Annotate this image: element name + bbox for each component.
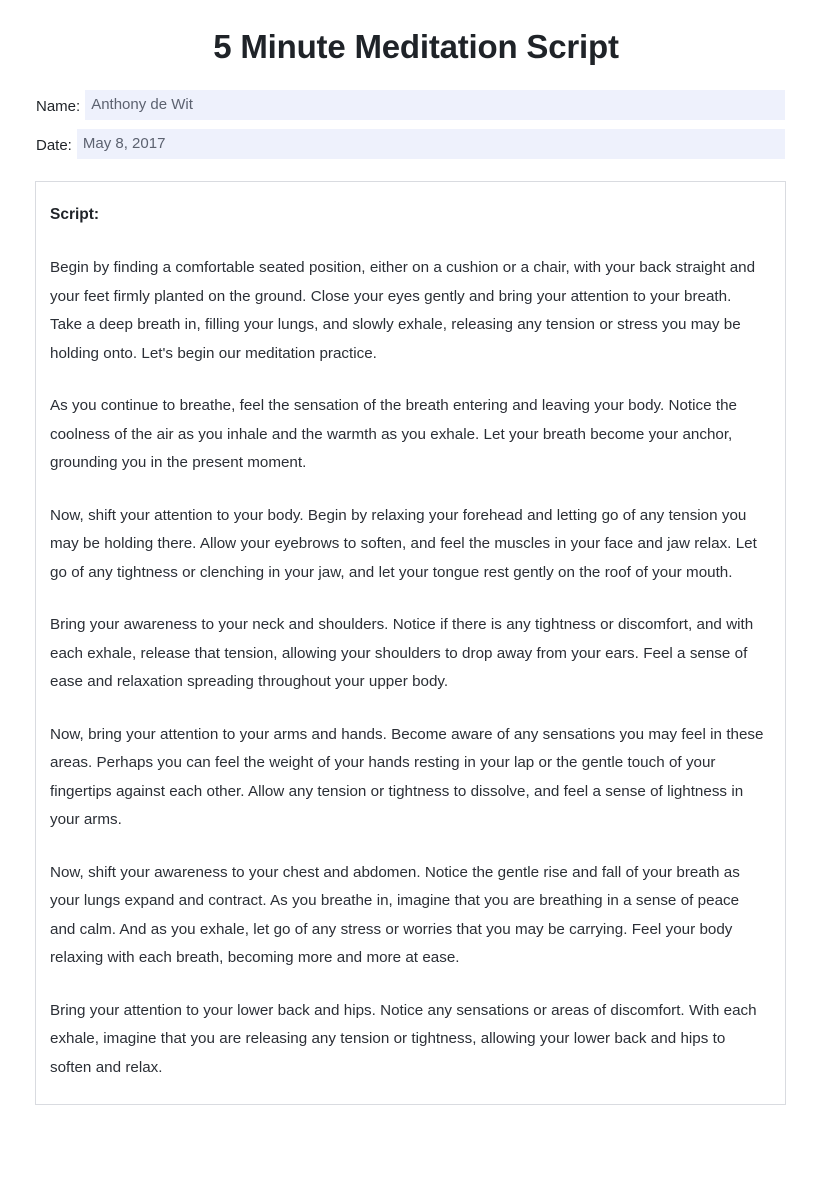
- meta-row-name: [36, 90, 785, 120]
- script-heading: Script:: [50, 206, 100, 223]
- meta-fields: [0, 90, 832, 159]
- script-card: [35, 181, 786, 1105]
- script-paragraph: Begin by finding a comfortable seated position, either on a cushion or a chair, with your back straight and your feet firmly planted on the ground. Close your eyes gently and bring your attention to your breath. Take a deep breath in, filling your lungs, and slowly exhale, releasing any tension or stress you may be holding onto. Let's begin our meditation practice.: [50, 259, 756, 362]
- script-paragraph: Bring your attention to your lower back and hips. Notice any sensations or areas of discomfort. With each exhale, imagine that you are releasing any tension or tightness, allowing your lower back and hips to soften and relax.: [50, 1001, 757, 1076]
- script-paragraph: Now, bring your attention to your arms and hands. Become aware of any sensations you may feel in these areas. Perhaps you can feel the weight of your hands resting in your lap or the gentle touch of your fingertips against each other. Allow any tension or tightness to dissolve, and feel a sense of lightness in your arms.: [50, 725, 764, 828]
- date-label: Date:: [36, 137, 72, 154]
- script-paragraph: Bring your awareness to your neck and shoulders. Notice if there is any tightness or discomfort, and with each exhale, release that tension, allowing your shoulders to drop away from your ears. Feel a sense of ease and relaxation spreading throughout your upper body.: [50, 616, 754, 690]
- meta-row-date: [36, 129, 785, 159]
- script-body[interactable]: [50, 226, 764, 1082]
- script-paragraph: Now, shift your attention to your body. Begin by relaxing your forehead and letting go of any tension you may be holding there. Allow your eyebrows to soften, and feel the muscles in your face and jaw relax. Let go of any tightness or clenching in your jaw, and let your tongue rest gently on the roof of your mouth.: [50, 506, 757, 581]
- script-paragraph: As you continue to breathe, feel the sensation of the breath entering and leaving your body. Notice the coolness of the air as you inhale and the warmth as you exhale. Let your breath become your anchor, grounding you in the present moment.: [50, 397, 737, 471]
- name-input[interactable]: Anthony de Wit: [85, 90, 785, 120]
- date-input[interactable]: May 8, 2017: [77, 129, 785, 159]
- script-paragraph: Now, shift your awareness to your chest and abdomen. Notice the gentle rise and fall of your breath as your lungs expand and contract. As you breathe in, imagine that you are breathing in a sense of peace and calm. And as you exhale, let go of any stress or worries that you may be carrying. Feel your body relaxing with each breath, becoming more and more at ease.: [50, 863, 740, 966]
- page-title: 5 Minute Meditation Script: [213, 28, 619, 65]
- name-label: Name:: [36, 98, 81, 115]
